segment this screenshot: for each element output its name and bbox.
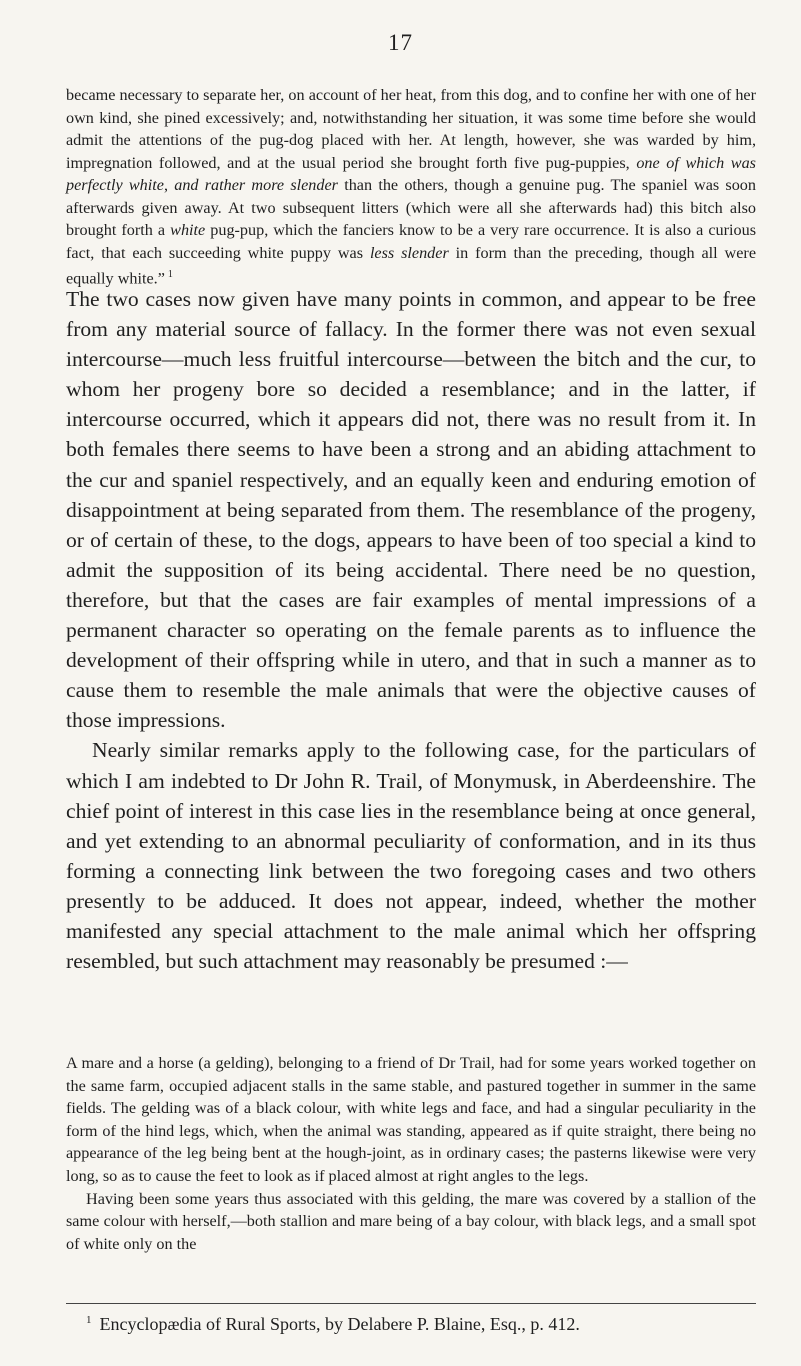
footnote-reference: 1 <box>167 269 173 280</box>
quote-text: than the others, though a genuine pug. The spaniel was soon afterwards given away. At two subsequent litters (which were all she afterwards had) this bitch also brought forth a <box>66 176 756 239</box>
case-paragraph: A mare and a horse (a gelding), belonging to a friend of Dr Trail, had for some years worked together on the same farm, occupied adjacent stalls in the same stable, and pastured together in summer in the same fields. The gelding was of a black colour, with white legs and face, and had a singular peculiarity in the form of the hind legs, which, when the animal was standing, appeared as if quite straight, there being no appearance of the leg being bent at the hough-joint, as in ordinary cases; the pasterns likewise were very long, so as to cause the feet to look as if placed almost at right angles to the legs. <box>66 1054 756 1185</box>
case-description <box>66 1052 756 1255</box>
page-number: 17 <box>388 30 413 55</box>
footnote-text: Encyclopædia of Rural Sports, by Delabere P. Blaine, Esq., p. 412. <box>99 1314 580 1334</box>
footnote-mark: 1 <box>86 1314 92 1326</box>
footnote <box>86 1308 756 1336</box>
quote-emphasis: and rather more slender <box>174 176 338 194</box>
body-paragraph: The two cases now given have many points in common, and appear to be free from any material source of fallacy. In the former there was not even sexual intercourse—much less fruitful intercourse—between the bitch and the cur, to whom her progeny bore so decided a resemblance; and in the latter, if intercourse occurred, which it appears did not, there was no result from it. In both females there seems to have been a strong and an abiding attachment to the cur and spaniel respectively, and an equally keen and enduring emotion of disappointment at being separated from them. The resemblance of the progeny, or of certain of these, to the dogs, appears to have been of too special a kind to admit the supposition of its being accidental. There need be no question, therefore, but that the cases are fair examples of mental impressions of a permanent character so operating on the female parents as to influence the development of their offspring while in utero, and that in such a manner as to cause them to resemble the male animals that were the objective causes of those impressions. <box>66 287 756 733</box>
quote-emphasis: less slender <box>369 243 449 262</box>
body-paragraph: Nearly similar remarks apply to the following case, for the particulars of which I am indebted to Dr John R. Trail, of Monymusk, in Aberdeenshire. The chief point of interest in this case lies in the resemblance being at once general, and yet extending to an abnormal peculiarity of conformation, and in its thus forming a connecting link between the two foregoing cases and two others presently to be adduced. It does not appear, indeed, whether the mother manifested any special attachment to the male animal which her offspring resembled, but such attachment may reasonably be presumed :— <box>66 738 756 974</box>
quote-text: pug-pup, which the fanciers know to be a very rare occurrence. It is also a curious fact, that each succeeding white puppy was <box>66 221 756 262</box>
quote-emphasis: white <box>170 221 206 239</box>
case-paragraph: Having been some years thus associated with this gelding, the mare was covered by a stallion of the same colour with herself,—both stallion and mare being of a bay colour, with black legs, and a small spot of white only on the <box>66 1189 756 1253</box>
footnote-divider <box>66 1303 756 1304</box>
quote-text: in form than the preceding, though all were equally white.” <box>66 243 756 288</box>
quote-emphasis: one of which was perfectly white <box>66 153 756 194</box>
main-body-text <box>66 284 756 976</box>
quote-text: , <box>163 176 175 194</box>
quoted-passage <box>66 84 756 290</box>
quote-text: became necessary to separate her, on account of her heat, from this dog, and to confine her with one of her own kind, she pined excessively; and, notwithstanding her situation, it was some time before she would admit the attentions of the pug-dog placed with her. At length, however, she was warded by him, impregnation followed, and at the usual period she brought forth five pug-puppies, <box>66 86 756 172</box>
